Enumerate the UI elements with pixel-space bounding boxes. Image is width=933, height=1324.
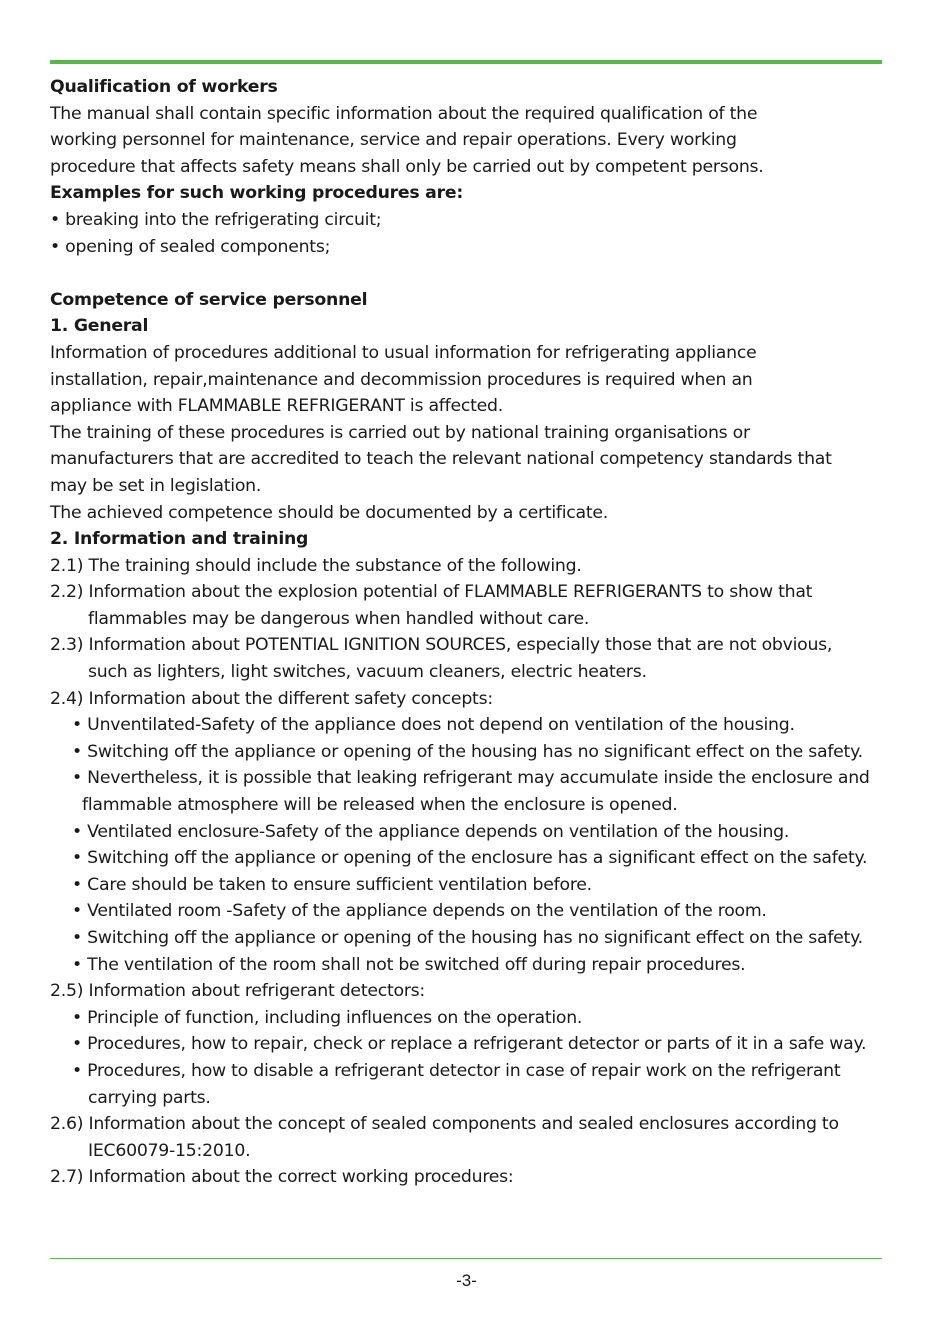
- item-2-4-bullet: • Ventilated enclosure-Safety of the appliance depends on ventilation of the housing.: [72, 821, 790, 842]
- item-2-4-bullet: • Nevertheless, it is possible that leaking refrigerant may accumulate inside the enclosure and: [72, 768, 870, 789]
- item-2-3: 2.3) Information about POTENTIAL IGNITION SOURCES, especially those that are not obvious,: [50, 635, 833, 656]
- general-paragraph-line: appliance with FLAMMABLE REFRIGERANT is affected.: [50, 396, 503, 417]
- item-2-4-bullet: • Care should be taken to ensure sufficient ventilation before.: [72, 874, 592, 895]
- item-2-7: 2.7) Information about the correct working procedures:: [50, 1167, 514, 1188]
- training-heading: 2. Information and training: [50, 529, 309, 550]
- item-2-6-continuation: IEC60079-15:2010.: [88, 1140, 251, 1161]
- general-paragraph-line: The achieved competence should be documented by a certificate.: [50, 502, 609, 523]
- page-number: -3-: [456, 1271, 477, 1290]
- general-paragraph-line: The training of these procedures is carried out by national training organisations or: [50, 422, 750, 443]
- item-2-6: 2.6) Information about the concept of sealed components and sealed enclosures according to: [50, 1114, 839, 1135]
- competence-heading: Competence of service personnel: [50, 289, 368, 310]
- top-divider: [50, 60, 882, 64]
- general-paragraph-line: Information of procedures additional to usual information for refrigerating appliance: [50, 342, 757, 363]
- item-2-4-bullet: • Ventilated room -Safety of the appliance depends on the ventilation of the room.: [72, 901, 767, 922]
- examples-heading: Examples for such working procedures are:: [50, 183, 463, 204]
- qualification-paragraph-line: working personnel for maintenance, service and repair operations. Every working: [50, 130, 737, 151]
- qualification-paragraph-line: procedure that affects safety means shall only be carried out by competent persons.: [50, 156, 764, 177]
- general-heading: 1. General: [50, 316, 149, 337]
- item-2-5-bullet-continuation: carrying parts.: [88, 1087, 211, 1108]
- item-2-5: 2.5) Information about refrigerant detectors:: [50, 981, 426, 1002]
- item-2-4-bullet: • Switching off the appliance or opening of the enclosure has a significant effect on the safety.: [72, 848, 868, 869]
- spacer: [50, 260, 910, 287]
- general-paragraph-line: installation, repair,maintenance and decommission procedures is required when an: [50, 369, 753, 390]
- item-2-5-bullet: • Procedures, how to repair, check or replace a refrigerant detector or parts of it in a safe way.: [72, 1034, 867, 1055]
- example-bullet: • breaking into the refrigerating circuit;: [50, 209, 382, 230]
- item-2-4-bullet: • Unventilated-Safety of the appliance does not depend on ventilation of the housing.: [72, 715, 795, 736]
- item-2-4-bullet-continuation: flammable atmosphere will be released when the enclosure is opened.: [82, 795, 678, 816]
- general-paragraph-line: manufacturers that are accredited to teach the relevant national competency standards that: [50, 449, 832, 470]
- qualification-heading: Qualification of workers: [50, 77, 278, 97]
- item-2-2: 2.2) Information about the explosion potential of FLAMMABLE REFRIGERANTS to show that: [50, 582, 813, 603]
- item-2-5-bullet: • Procedures, how to disable a refrigerant detector in case of repair work on the refrigerant: [72, 1060, 841, 1081]
- general-paragraph-line: may be set in legislation.: [50, 475, 262, 496]
- item-2-4: 2.4) Information about the different safety concepts:: [50, 688, 493, 709]
- item-2-3-continuation: such as lighters, light switches, vacuum cleaners, electric heaters.: [88, 662, 647, 683]
- item-2-1: 2.1) The training should include the substance of the following.: [50, 555, 582, 576]
- example-bullet: • opening of sealed components;: [50, 236, 331, 257]
- item-2-4-bullet: • The ventilation of the room shall not be switched off during repair procedures.: [72, 954, 746, 975]
- bottom-divider: [50, 1258, 882, 1259]
- item-2-4-bullet: • Switching off the appliance or opening of the housing has no significant effect on the safety.: [72, 741, 863, 762]
- item-2-4-bullet: • Switching off the appliance or opening of the housing has no significant effect on the safety.: [72, 928, 863, 948]
- qualification-paragraph-line: The manual shall contain specific information about the required qualification of the: [50, 103, 758, 124]
- document-body: [50, 74, 910, 1191]
- item-2-5-bullet: • Principle of function, including influences on the operation.: [72, 1007, 583, 1028]
- item-2-2-continuation: flammables may be dangerous when handled without care.: [88, 608, 590, 629]
